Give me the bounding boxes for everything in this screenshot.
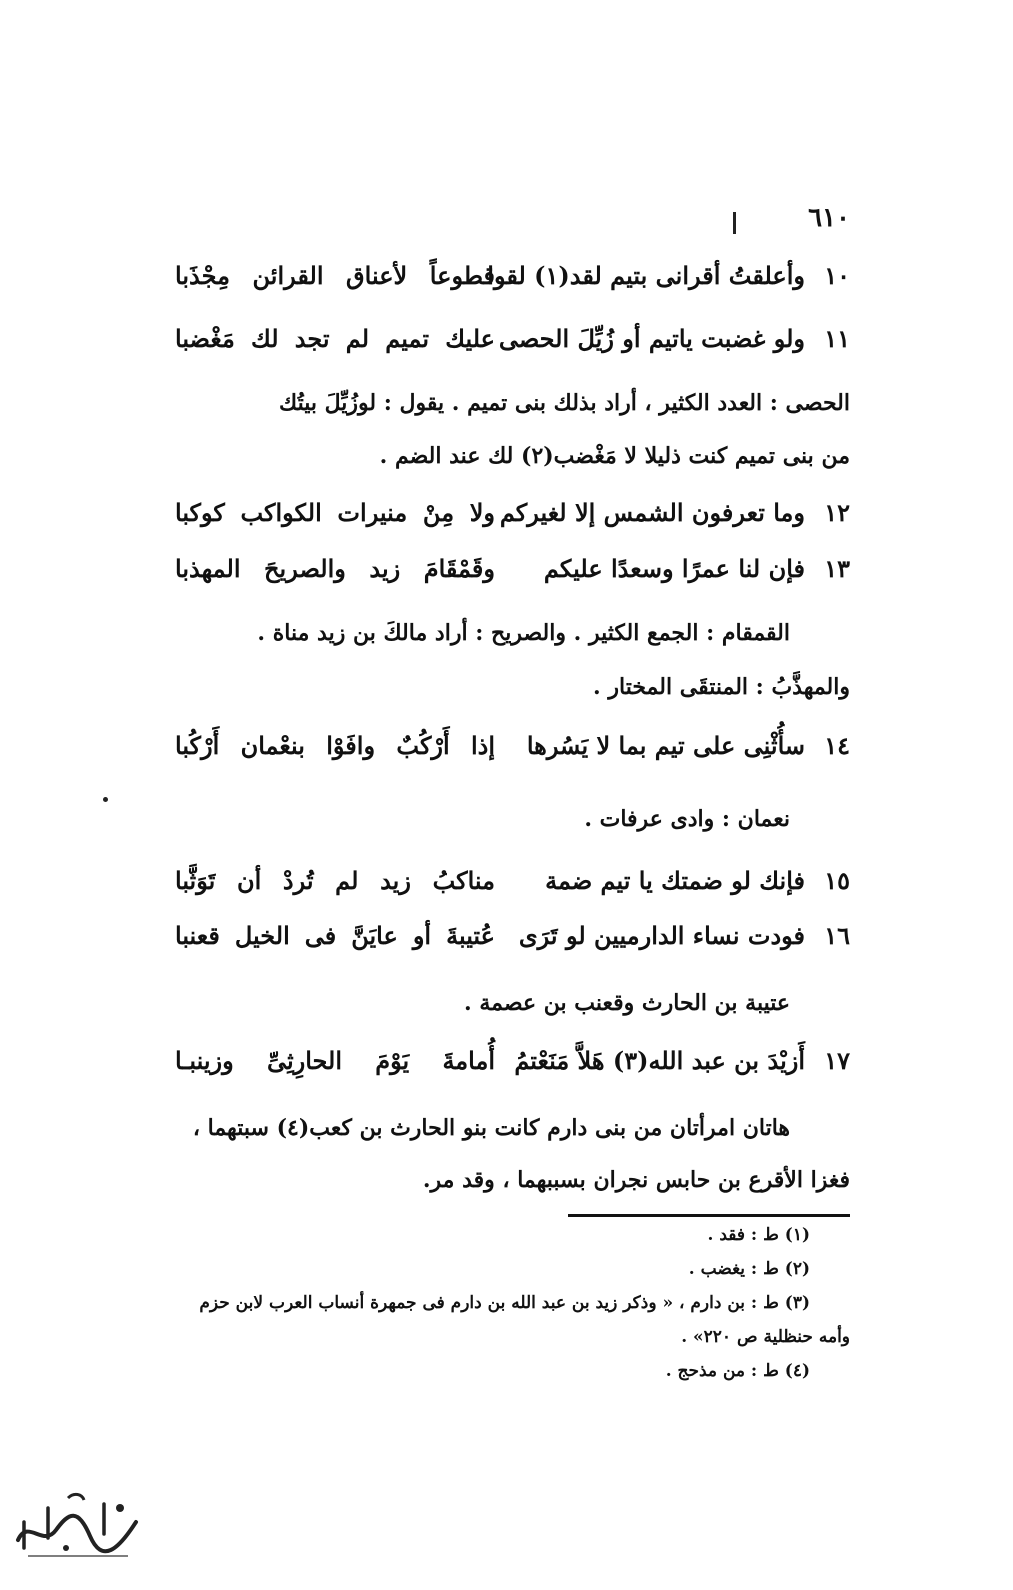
commentary-line: هاتان امرأتان من بنى دارم كانت بنو الحارث بن كعب(٤) سبتهما ، — [192, 1115, 790, 1141]
footnote: (٢) ط : يغضب . — [688, 1259, 810, 1279]
verse-line — [150, 725, 850, 769]
verse-second-hemistich: وقَمْقَامَ زيد والصريحَ المهذبا — [175, 554, 495, 583]
verse-number: ١٦ — [824, 921, 850, 950]
verse-first-hemistich: وأعلقتُ أقرانى بتيم لقد(١) لقوا — [487, 261, 805, 290]
verse-line — [150, 915, 850, 959]
verse-number: ١٠ — [824, 261, 850, 290]
footnote: (٣) ط : بن دارم ، « وذكر زيد بن عبد الله بن دارم فى جمهرة أنساب العرب لابن حزم — [199, 1293, 810, 1313]
library-stamp-logo — [8, 1478, 148, 1564]
ink-speck — [103, 797, 108, 802]
commentary-line: القمقام : الجمع الكثير . والصريح : أراد مالكَ بن زيد مناة . — [257, 620, 790, 646]
commentary-line: الحصى : العدد الكثير ، أراد بذلك بنى تميم . يقول : لوزُيِّلَ بيتُك — [279, 390, 850, 416]
footnote-divider — [568, 1214, 850, 1217]
footnote: وأمه حنظلية ص ٢٢٠» . — [681, 1327, 850, 1347]
verse-line — [150, 255, 850, 299]
verse-second-hemistich: أُمامةَ يَوْمَ الحارِثِىِّ وزينبـا — [175, 1046, 495, 1075]
verse-number: ١٢ — [824, 498, 850, 527]
footnote: (١) ط : فقد . — [707, 1225, 810, 1245]
verse-number: ١٥ — [824, 866, 850, 895]
verse-second-hemistich: مناكبُ زيد لم تُردْ أن تَوَثَّبا — [175, 866, 495, 895]
verse-second-hemistich: قطوعاً لأعناق القرائن مِجْذَبا — [175, 261, 495, 290]
verse-second-hemistich: عليك تميم لم تجد لك مَغْضبا — [175, 324, 495, 353]
verse-line — [150, 1040, 850, 1084]
verse-first-hemistich: فإن لنا عمرًا وسعدًا عليكم — [543, 554, 805, 583]
verse-second-hemistich: إذا أَرْكُبٌ وافَوْا بنعْمان أَرْكُبا — [175, 731, 495, 760]
verse-line — [150, 860, 850, 904]
commentary-line: من بنى تميم كنت ذليلا لا مَغْضب(٢) لك عند الضم . — [379, 443, 850, 469]
commentary-line: والمهذَّبُ : المنتقَى المختار . — [593, 674, 850, 700]
verse-first-hemistich: أَزيْدَ بن عبد الله(٣) هَلاَّ مَنَعْتمُ — [514, 1046, 805, 1075]
commentary-line: عتيبة بن الحارث وقعنب بن عصمة . — [464, 990, 790, 1016]
verse-first-hemistich: سأُثْنِى على تيم بما لا يَسُرها — [526, 731, 805, 760]
verse-first-hemistich: فودت نساء الدارميين لو تَرَى — [518, 921, 805, 950]
verse-number: ١٤ — [824, 731, 850, 760]
verse-second-hemistich: عُتيبةَ أو عايَنَّ فى الخيل قعنبا — [175, 921, 495, 950]
page-number: ٦١٠ — [808, 203, 850, 233]
verse-second-hemistich: ولا مِنْ منيرات الكواكب كوكبا — [175, 498, 495, 527]
verse-first-hemistich: وما تعرفون الشمس إلا لغيركم — [499, 498, 805, 527]
commentary-line: فغزا الأقرع بن حابس نجران بسببهما ، وقد مر. — [422, 1167, 850, 1193]
verse-line — [150, 548, 850, 592]
commentary-line: نعمان : وادى عرفات . — [584, 806, 790, 832]
verse-first-hemistich: ولو غضبت ياتيم أو زُيِّلَ الحصى — [498, 324, 805, 353]
verse-line — [150, 492, 850, 536]
verse-number: ١١ — [824, 324, 850, 353]
verse-line — [150, 318, 850, 362]
verse-number: ١٧ — [824, 1046, 850, 1075]
verse-number: ١٣ — [824, 554, 850, 583]
page-mark — [733, 212, 736, 234]
verse-first-hemistich: فإنك لو ضمتك يا تيم ضمة — [545, 866, 805, 895]
footnote: (٤) ط : من مذحج . — [665, 1361, 810, 1381]
